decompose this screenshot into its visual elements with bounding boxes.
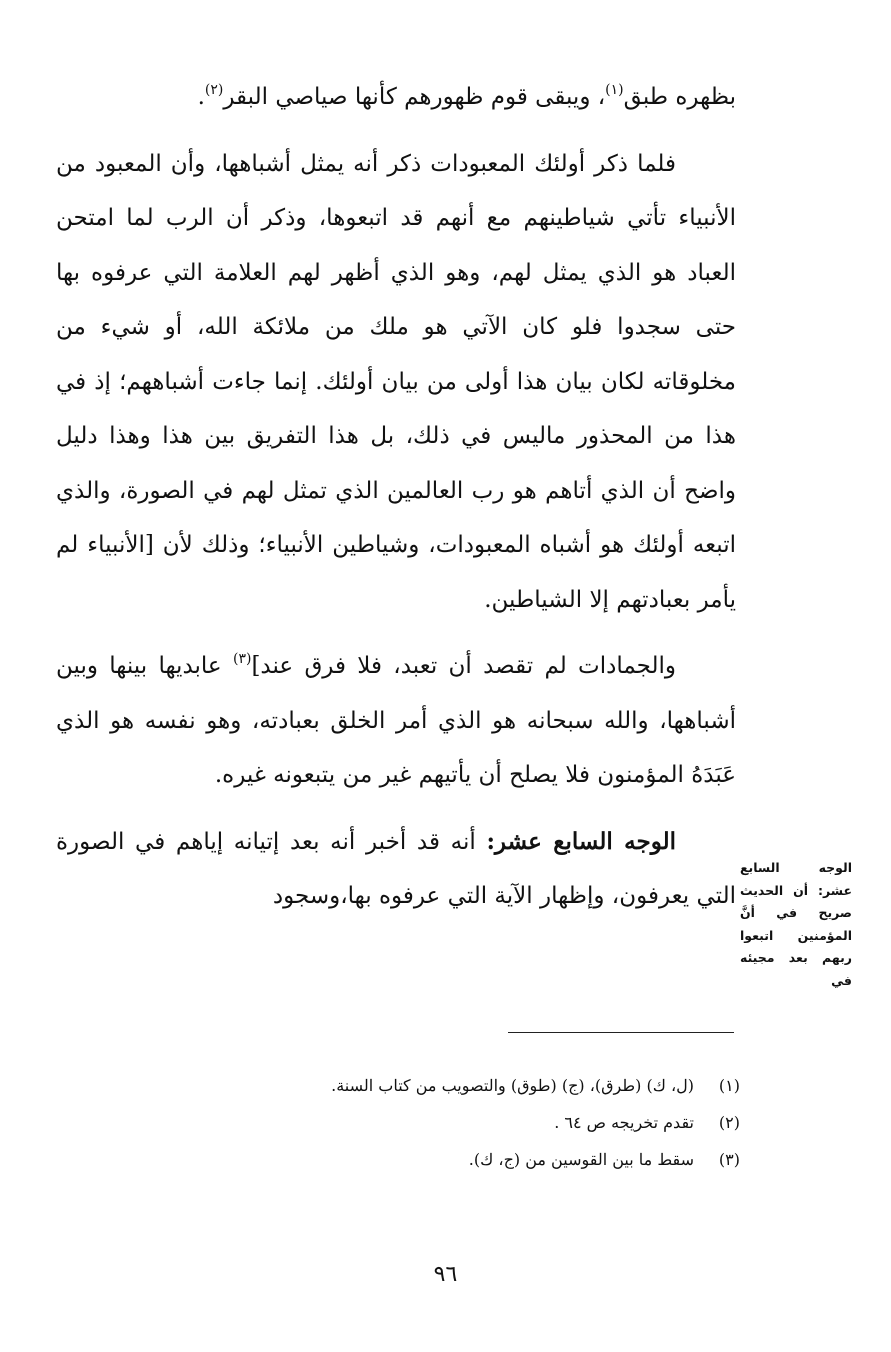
margin-note: الوجه السابع عشر: أن الحديث صريح في أنَّ المؤمنين اتبعوا ربهم بعد مجيئه في [740, 860, 852, 988]
paragraph-2: فلما ذكر أولئك المعبودات ذكر أنه يمثل أشباهها، وأن المعبود من الأنبياء تأتي شياطينهم مع أنهم قد اتبعوها، وذكر أن الرب لما امتحن العباد هو الذي يمثل لهم، وهو الذي أظهر لهم العلامة التي عرفوه بها حتى سجدوا فلو كان الآتي هو ملك من ملائكة الله، أو شيء من مخلوقاته لكان بيان هذا أولى من بيان أولئك. إنما جاءت أشباههم؛ إذ في هذا من المحذور ماليس في ذلك، بل هذا التفريق بين هذا وهذا دليل واضح أن الذي أتاهم هو رب العالمين الذي تمثل لهم في الصورة، والذي اتبعه أولئك هو أشباه المعبودات، وشياطين الأنبياء؛ وذلك لأن [الأنبياء لم يأمر بعبادتهم إلا الشياطين. [56, 150, 736, 613]
paragraph-1-text-c: . [197, 84, 205, 110]
footnote-ref-2: (٢) [204, 82, 224, 98]
footnote-number: (١) [718, 1076, 740, 1095]
main-text-block [56, 70, 736, 924]
footnote-number: (٢) [718, 1113, 740, 1132]
footnote-ref-1: (١) [605, 82, 624, 98]
paragraph-3-text-b: عابديها بينها وبين أشباهها، والله سبحانه هو الذي أمر الخلق بعبادته، وهو نفسه هو الذي عَبَدَهُ المؤمنون فلا يصلح أن يأتيهم غير من يتبعونه غيره. [56, 653, 736, 788]
section-heading: الوجه السابع عشر: [486, 827, 676, 855]
footnote-text: تقدم تخريجه ص ٦٤ . [554, 1113, 694, 1132]
footnote-1 [150, 1067, 740, 1104]
footnote-2 [150, 1104, 740, 1141]
footnotes [150, 1067, 740, 1178]
paragraph-3 [56, 639, 736, 803]
paragraph-1-text-a: بظهره طبق [623, 84, 736, 110]
footnote-ref-3: (٣) [232, 651, 252, 667]
footnote-text: (ل، ك) (طرق)، (ج) (طوق) والتصويب من كتاب السنة. [331, 1076, 694, 1095]
page-number: ٩٦ [433, 1262, 458, 1287]
paragraph-3-text-a: والجمادات لم تقصد أن تعبد، فلا فرق عند] [251, 653, 676, 679]
footnote-text: سقط ما بين القوسين من (ج، ك). [468, 1150, 694, 1169]
paragraph-4-text: أنه قد أخبر أنه بعد إتيانه إياهم في الصورة التي يعرفون، وإظهار الآية التي عرفوه بها،وسجود [56, 828, 736, 909]
footnote-divider [508, 1032, 734, 1033]
footnote-3 [150, 1141, 740, 1178]
paragraph-1 [56, 70, 736, 125]
paragraph-4 [56, 815, 736, 924]
paragraph-1-text-b: ، ويبقى قوم ظهورهم كأنها صياصي البقر [223, 84, 606, 110]
footnote-number: (٣) [718, 1150, 740, 1169]
